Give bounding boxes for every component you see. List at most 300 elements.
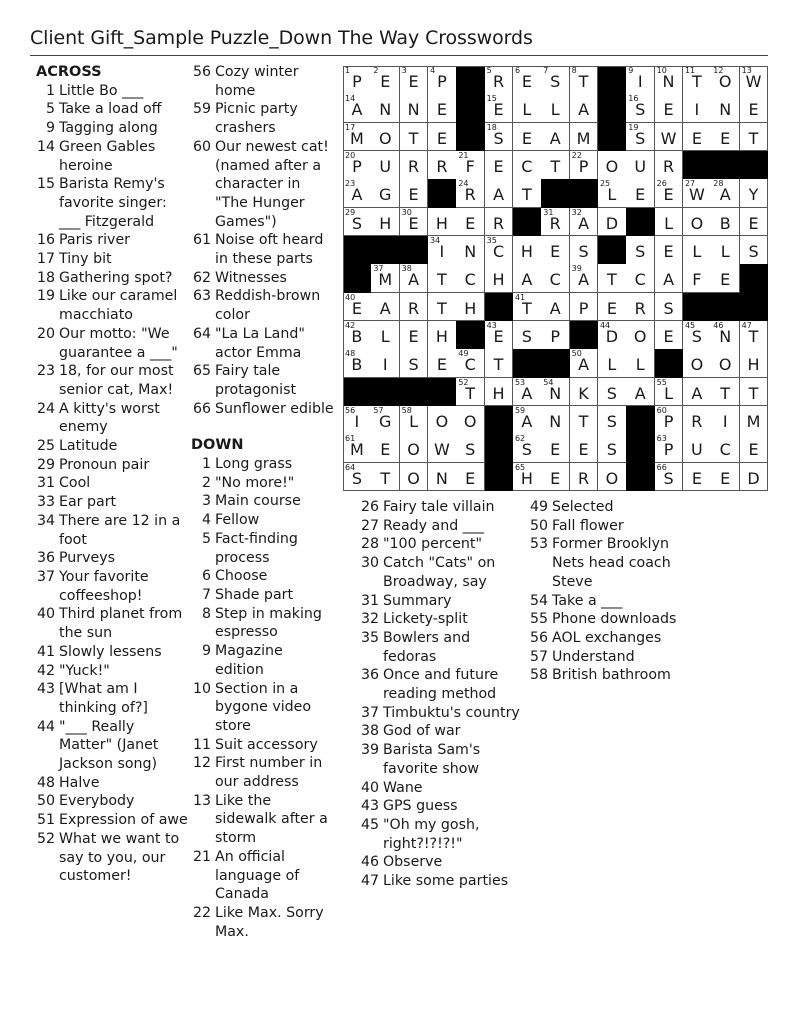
cell-letter: R (634, 298, 646, 318)
cell-letter: E (720, 128, 731, 148)
grid-cell (570, 208, 599, 237)
down-clue (528, 648, 678, 667)
grid-cell (683, 463, 712, 492)
cell-letter: S (691, 326, 702, 346)
cell-letter: E (635, 185, 646, 205)
grid-cell (485, 151, 514, 180)
cell-letter: S (351, 468, 362, 488)
clue-number: 36 (360, 667, 379, 684)
grid-cell (371, 293, 400, 322)
black-square (343, 264, 372, 293)
cell-letter: N (662, 72, 675, 91)
cell-letter: S (351, 213, 362, 233)
grid-cell (513, 264, 542, 293)
cell-letter: E (720, 468, 731, 488)
grid-cell (400, 463, 429, 492)
cell-letter: E (436, 100, 447, 120)
cell-letter: H (435, 326, 448, 346)
clue-text: Fairy tale villain (383, 499, 495, 515)
grid-cell (485, 208, 514, 237)
down-clue (528, 629, 678, 648)
clue-text: Summary (383, 592, 452, 609)
grid-cell (711, 349, 740, 378)
grid-cell (683, 94, 712, 123)
cell-letter: S (493, 128, 504, 148)
cell-number: 8 (571, 66, 577, 75)
down-clue (528, 610, 678, 629)
down-clue (528, 535, 678, 591)
cell-letter: H (492, 383, 505, 403)
clue-text: Bowlers and fedoras (383, 629, 471, 665)
cell-letter: O (690, 355, 704, 375)
clue-number: 4 (201, 512, 211, 529)
cell-number: 50 (571, 349, 582, 359)
cell-letter: T (380, 468, 391, 488)
cell-letter: M (378, 270, 393, 290)
cell-letter: A (521, 270, 533, 290)
grid-cell (570, 123, 599, 152)
grid-cell (485, 264, 514, 293)
grid-cell (655, 66, 684, 95)
down-clue (357, 704, 527, 723)
cell-number: 22 (571, 150, 582, 160)
cell-letter: B (351, 355, 363, 375)
grid-cell (485, 349, 514, 378)
across-heading: ACROSS (36, 64, 102, 80)
cell-number: 34 (429, 235, 441, 245)
across-clue (36, 512, 188, 549)
clue-text: Fall flower (552, 517, 624, 534)
down-clue (357, 535, 527, 554)
grid-cell (683, 208, 712, 237)
black-square (343, 378, 372, 407)
across-clue (36, 287, 188, 324)
clue-number: 54 (529, 592, 548, 609)
cell-letter: S (578, 241, 589, 261)
cell-number: 38 (401, 264, 412, 274)
down-clue (191, 736, 335, 755)
cell-letter: B (351, 326, 363, 346)
grid-cell (513, 179, 542, 208)
black-square (626, 434, 655, 463)
cell-letter: E (493, 156, 504, 176)
cell-letter: E (493, 326, 504, 346)
cell-number: 19 (628, 122, 639, 132)
grid-cell (598, 434, 627, 463)
grid-cell (371, 151, 400, 180)
across-clue (36, 231, 188, 250)
grid-cell (626, 123, 655, 152)
cell-number: 6 (514, 66, 521, 75)
cell-letter: E (720, 270, 731, 290)
cell-letter: E (748, 440, 759, 460)
grid-cell (541, 66, 570, 95)
clue-number: 3 (201, 493, 211, 510)
clue-number: 52 (36, 830, 55, 847)
grid-cell (343, 179, 372, 208)
cell-letter: O (718, 72, 732, 91)
clue-number: 39 (360, 742, 379, 759)
black-square (740, 293, 769, 322)
clue-number: 30 (360, 555, 379, 572)
clue-text: Reddish-brown color (215, 288, 321, 324)
grid-cell (683, 349, 712, 378)
across-clue (36, 175, 188, 231)
down-clue (191, 530, 335, 567)
clue-number: 15 (36, 176, 55, 193)
cell-letter: E (691, 128, 702, 148)
cell-letter: A (408, 270, 420, 290)
cell-number: 16 (628, 94, 639, 104)
grid-cell (371, 208, 400, 237)
clue-text: Once and future reading method (383, 667, 499, 703)
cell-number: 28 (713, 179, 724, 189)
cell-letter: E (436, 355, 447, 375)
across-clue (36, 792, 188, 811)
grid-cell (711, 66, 740, 95)
down-clue (528, 517, 678, 536)
cell-letter: C (719, 440, 731, 460)
cell-letter: E (550, 468, 561, 488)
clue-text: Like Max. Sorry Max. (215, 904, 324, 940)
grid-cell (598, 208, 627, 237)
cell-number: 65 (514, 462, 526, 472)
grid-cell (343, 434, 372, 463)
grid-cell (626, 321, 655, 350)
grid-cell (513, 434, 542, 463)
down-clue (191, 904, 335, 941)
clue-number: 57 (529, 648, 548, 665)
cell-letter: W (433, 440, 450, 460)
grid-cell (343, 406, 372, 435)
cell-letter: M (576, 128, 591, 148)
grid-cell (513, 66, 542, 95)
grid-cell (513, 463, 542, 492)
grid-cell (371, 66, 400, 95)
cell-letter: P (437, 72, 447, 91)
cell-letter: O (718, 355, 732, 375)
grid-cell (513, 236, 542, 265)
grid-cell (598, 293, 627, 322)
cell-letter: P (663, 411, 674, 431)
black-square (626, 208, 655, 237)
cell-letter: I (439, 241, 445, 261)
clue-text: Barista Remy's favorite singer: ___ Fitzgerald (59, 176, 167, 230)
cell-number: 62 (514, 434, 526, 444)
black-square (456, 94, 485, 123)
grid-cell (598, 349, 627, 378)
cell-letter: P (352, 156, 362, 176)
clue-number: 40 (360, 779, 379, 796)
grid-cell (343, 94, 372, 123)
cell-letter: C (634, 270, 646, 290)
grid-cell (655, 264, 684, 293)
grid-cell (485, 179, 514, 208)
grid-cell (400, 321, 429, 350)
clue-text: "La La Land" actor Emma (215, 325, 305, 361)
black-square (428, 378, 457, 407)
grid-cell (371, 349, 400, 378)
clue-text: Long grass (215, 456, 293, 473)
clue-text: Halve (59, 774, 100, 791)
down-clue (357, 629, 527, 666)
across-clue (36, 568, 188, 605)
cell-letter: T (748, 326, 759, 346)
cell-letter: N (464, 241, 477, 261)
across-clue (191, 400, 335, 419)
across-clue (191, 269, 335, 288)
grid-cell (711, 179, 740, 208)
clue-number: 60 (192, 138, 211, 155)
grid-cell (740, 378, 769, 407)
cell-letter: N (549, 383, 562, 403)
grid-cell (400, 151, 429, 180)
clue-text: An official language of Canada (215, 848, 300, 903)
cell-letter: E (748, 213, 759, 233)
clue-number: 56 (192, 64, 211, 80)
cell-number: 21 (458, 150, 469, 160)
clue-text: Cool (59, 475, 91, 492)
grid-cell (740, 179, 769, 208)
cell-letter: T (748, 383, 759, 403)
clue-text: Noise oft heard in these parts (215, 232, 324, 268)
clue-number: 31 (36, 475, 55, 492)
cell-number: 14 (345, 94, 356, 104)
grid-cell (541, 264, 570, 293)
clue-number: 62 (192, 269, 211, 286)
clue-text: First number in our address (215, 755, 323, 791)
clue-number: 56 (529, 629, 548, 646)
clue-text: Understand (552, 648, 635, 665)
clue-text: Take a ___ (552, 592, 623, 609)
cell-number: 48 (345, 349, 356, 359)
clue-text: [What am I thinking of?] (59, 681, 148, 716)
grid-cell (456, 378, 485, 407)
black-square (598, 123, 627, 152)
cell-number: 37 (373, 264, 384, 274)
grid-cell (371, 264, 400, 293)
clue-number: 38 (360, 723, 379, 740)
cell-letter: S (606, 383, 617, 403)
cell-letter: S (635, 241, 646, 261)
cell-letter: E (663, 326, 674, 346)
cell-letter: C (464, 270, 476, 290)
down-clue (357, 666, 527, 703)
grid-cell (513, 321, 542, 350)
cell-letter: H (492, 270, 505, 290)
clue-number: 58 (529, 667, 548, 684)
grid-cell (456, 236, 485, 265)
cell-letter: O (407, 440, 420, 460)
down-clue (357, 797, 527, 816)
clue-number: 49 (529, 499, 548, 515)
clue-number: 34 (36, 512, 55, 529)
grid-cell (541, 293, 570, 322)
clue-text: Gathering spot? (59, 269, 173, 286)
cell-number: 1 (345, 66, 351, 75)
clue-number: 22 (192, 904, 211, 921)
cell-letter: B (719, 213, 731, 233)
across-clue (36, 119, 188, 138)
grid-cell (541, 406, 570, 435)
down-clue (357, 816, 527, 853)
cell-letter: E (550, 241, 561, 261)
across-clue (36, 474, 188, 493)
cell-letter: T (408, 128, 419, 148)
cell-number: 64 (345, 462, 356, 472)
clue-text: Like some parties (383, 873, 509, 890)
clue-text: AOL exchanges (552, 629, 662, 646)
clue-text: Green Gables heroine (59, 138, 156, 174)
cell-letter: L (692, 241, 702, 261)
cell-letter: I (382, 355, 388, 375)
down-clue (191, 567, 335, 586)
grid-cell (485, 321, 514, 350)
cell-letter: E (380, 72, 391, 91)
cell-number: 61 (345, 434, 356, 444)
cell-number: 26 (656, 179, 667, 189)
grid-cell (683, 434, 712, 463)
cell-letter: M (350, 440, 364, 460)
cell-number: 46 (713, 320, 724, 330)
down-clue (191, 605, 335, 642)
black-square (655, 349, 684, 378)
cell-number: 30 (401, 207, 412, 217)
cell-letter: R (577, 468, 590, 488)
cell-letter: E (493, 100, 504, 120)
clue-text: Sunflower edible (215, 400, 334, 417)
cell-letter: E (408, 72, 419, 91)
cell-letter: U (691, 440, 703, 460)
cell-letter: S (465, 440, 476, 460)
clue-text: GPS guess (383, 798, 458, 815)
clue-text: Phone downloads (552, 611, 677, 628)
cell-letter: T (493, 355, 504, 375)
clue-text: Take a load off (59, 101, 162, 118)
cell-letter: I (694, 100, 700, 120)
clue-number: 13 (192, 792, 211, 809)
grid-cell (740, 321, 769, 350)
cell-number: 52 (458, 377, 469, 387)
clue-text: Little Bo ___ (59, 82, 144, 99)
down-clue (191, 792, 335, 848)
black-square (598, 236, 627, 265)
down-clue (357, 498, 527, 517)
cell-number: 2 (373, 66, 379, 75)
clue-text: "Yuck!" (59, 662, 110, 679)
clue-text: Our newest cat! (named after a character in "The Hunger Games") (215, 138, 329, 230)
down-clue (357, 779, 527, 798)
cell-letter: E (408, 185, 419, 205)
cell-letter: A (549, 298, 561, 318)
clue-text: Latitude (59, 438, 118, 455)
clue-text: God of war (383, 723, 461, 740)
grid-cell (626, 264, 655, 293)
across-clue (36, 362, 188, 399)
clue-number: 27 (360, 517, 379, 534)
clue-text: Main course (215, 493, 301, 510)
cell-letter: L (635, 355, 645, 375)
down-clue (191, 511, 335, 530)
black-square (400, 236, 429, 265)
cell-number: 17 (345, 122, 356, 132)
cell-number: 56 (345, 405, 356, 415)
clue-text: Tagging along (59, 120, 158, 137)
clue-number: 19 (36, 288, 55, 305)
clue-number: 44 (36, 718, 55, 735)
cell-number: 39 (571, 264, 582, 274)
cell-number: 66 (656, 462, 667, 472)
grid-cell (371, 434, 400, 463)
clue-text: Section in a bygone video store (215, 680, 312, 734)
cell-number: 18 (486, 122, 497, 132)
across-clue (36, 100, 188, 119)
grid-cell (570, 94, 599, 123)
down-clues-column-2 (357, 498, 527, 891)
cell-letter: D (605, 213, 619, 233)
grid-cell (626, 151, 655, 180)
cell-letter: K (578, 383, 589, 403)
black-square (371, 236, 400, 265)
clue-number: 14 (36, 138, 55, 155)
grid-cell (655, 434, 684, 463)
grid-cell (683, 66, 712, 95)
grid-cell (343, 463, 372, 492)
cell-number: 45 (684, 320, 696, 330)
across-clue (36, 811, 188, 830)
grid-cell (626, 179, 655, 208)
clue-text: Our motto: "We guarantee a ___" (59, 325, 178, 361)
grid-cell (570, 264, 599, 293)
cell-letter: U (379, 156, 392, 176)
cell-letter: N (407, 100, 420, 120)
cell-letter: C (521, 156, 533, 176)
clue-text: Fact-finding process (215, 530, 298, 566)
across-clue (191, 100, 335, 137)
clue-number: 28 (360, 536, 379, 553)
clue-number: 43 (36, 681, 55, 698)
cell-letter: A (493, 185, 505, 205)
cell-letter: D (605, 326, 619, 346)
cell-letter: O (633, 326, 647, 346)
clue-text: Fairy tale protagonist (215, 363, 297, 398)
cell-letter: T (465, 383, 476, 403)
cell-letter: L (380, 326, 390, 346)
grid-cell (400, 66, 429, 95)
grid-cell (343, 123, 372, 152)
clue-text: Pronoun pair (59, 456, 150, 473)
clue-number: 2 (201, 474, 211, 491)
cell-letter: O (690, 213, 704, 233)
clue-number: 10 (192, 680, 211, 697)
cell-letter: O (605, 156, 619, 176)
cell-letter: A (549, 128, 561, 148)
cell-letter: O (435, 411, 449, 431)
clue-text: Magazine edition (215, 643, 283, 678)
clue-text: Choose (215, 568, 268, 585)
across-clue (36, 325, 188, 362)
grid-cell (711, 378, 740, 407)
grid-cell (485, 123, 514, 152)
grid-cell (541, 94, 570, 123)
black-square (683, 293, 712, 322)
grid-cell (428, 463, 457, 492)
cell-letter: T (691, 72, 702, 91)
grid-cell (343, 208, 372, 237)
grid-cell (740, 94, 769, 123)
cell-number: 24 (458, 179, 469, 189)
grid-cell (598, 151, 627, 180)
